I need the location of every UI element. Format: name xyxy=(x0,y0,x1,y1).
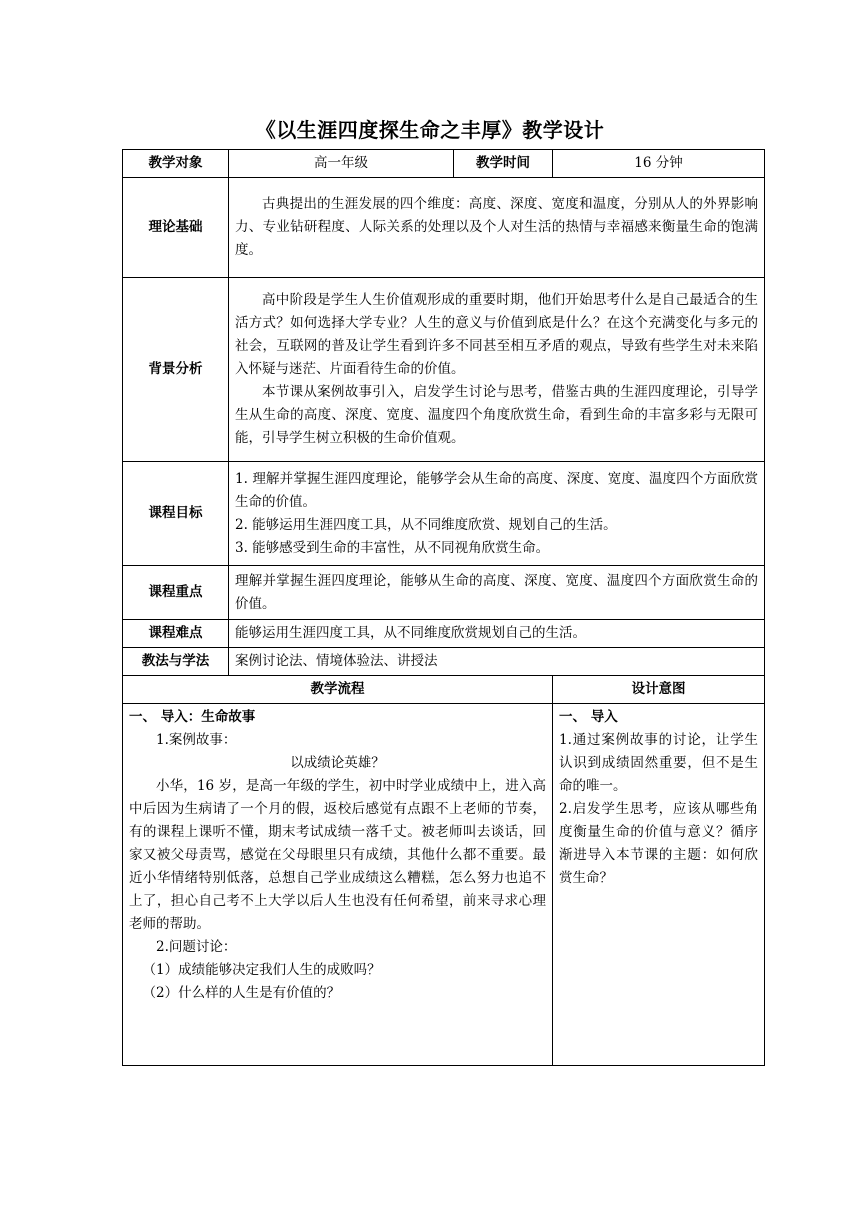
goals-label: 课程目标 xyxy=(123,462,229,566)
time-value: 16 分钟 xyxy=(553,150,765,178)
difficulty-label: 课程难点 xyxy=(123,620,229,648)
goal-item: 1. 理解并掌握生涯四度理论，能够学会从生命的高度、深度、宽度、温度四个方面欣赏生命的价值。 xyxy=(235,470,759,510)
theory-text: 古典提出的生涯发展的四个维度：高度、深度、宽度和温度，分别从人的外界影响力、专业钻研程度、人际关系的处理以及个人对生活的热情与幸福感来衡量生命的饱满度。 xyxy=(235,196,759,258)
difficulty-row xyxy=(123,620,765,648)
goal-item: 3. 能够感受到生命的丰富性，从不同视角欣赏生命。 xyxy=(235,539,550,556)
methods-text: 案例讨论法、情境体验法、讲授法 xyxy=(235,653,438,669)
intent-item: 2.启发学生思考，应该从哪些角度衡量生命的价值与意义？循序渐进导入本节课的主题：如何欣赏生命？ xyxy=(559,801,759,886)
story-text: 小华，16 岁，是高一年级的学生，初中时学业成绩中上，进入高中后因为生病请了一个月的假，返校后感觉有点跟不上老师的节奏，有的课程上课听不懂，期末考试成绩一落千丈。被老师叫去谈话，回家又被父母责骂，感觉在父母眼里只有成绩，其他什么都不重要。最近小华情绪特别低落，总想自己学业成绩这么糟糕，怎么努力也追不上了，担心自己考不上大学以后人生也没有任何希望，前来寻求心理老师的帮助。 xyxy=(129,778,546,932)
flow-header-row xyxy=(123,676,765,704)
intent-item: 1.通过案例故事的讨论，让学生认识到成绩固然重要，但不是生命的唯一。 xyxy=(559,732,759,794)
background-para-1: 高中阶段是学生人生价值观形成的重要时期，他们开始思考什么是自己最适合的生活方式？如何选择大学专业？人生的意义与价值到底是什么？在这个充满变化与多元的社会，互联网的普及让学生看到许多不同甚至相互矛盾的观点，导致有些学生对未来陷入怀疑与迷茫、片面看待生命的价值。 xyxy=(235,292,759,377)
info-row xyxy=(123,150,765,178)
question-item: （2）什么样的人生是有价值的？ xyxy=(142,985,341,1001)
flow-header: 教学流程 xyxy=(123,676,553,704)
methods-row xyxy=(123,648,765,676)
section-title: 一、 导入：生命故事 xyxy=(129,709,256,725)
key-label: 课程重点 xyxy=(123,566,229,620)
key-row xyxy=(123,566,765,620)
intent-title: 一、 导入 xyxy=(559,709,618,725)
theory-row xyxy=(123,178,765,278)
discussion-label: 2.问题讨论： xyxy=(156,939,237,955)
background-row xyxy=(123,278,765,462)
background-para-2: 本节课从案例故事引入，启发学生讨论与思考，借鉴古典的生涯四度理论，引导学生从生命的高度、深度、宽度、温度四个角度欣赏生命，看到生命的丰富多彩与无限可能，引导学生树立积极的生命价值观。 xyxy=(235,384,759,446)
flow-content-row xyxy=(123,704,765,1066)
document-title: 《以生涯四度探生命之丰厚》教学设计 xyxy=(255,118,605,142)
object-label: 教学对象 xyxy=(123,150,229,178)
story-title: 以成绩论英雄？ xyxy=(290,755,385,771)
goals-row xyxy=(123,462,765,566)
time-label: 教学时间 xyxy=(454,150,553,178)
difficulty-text: 能够运用生涯四度工具，从不同维度欣赏规划自己的生活。 xyxy=(235,625,586,641)
question-item: （1）成绩能够决定我们人生的成败吗？ xyxy=(142,962,381,978)
theory-label: 理论基础 xyxy=(123,178,229,278)
background-label: 背景分析 xyxy=(123,278,229,462)
key-text: 理解并掌握生涯四度理论，能够从生命的高度、深度、宽度、温度四个方面欣赏生命的价值。 xyxy=(235,572,759,612)
intent-header: 设计意图 xyxy=(553,676,765,704)
object-value: 高一年级 xyxy=(229,150,454,178)
case-label: 1.案例故事： xyxy=(156,732,237,748)
methods-label: 教法与学法 xyxy=(123,648,229,676)
goal-item: 2. 能够运用生涯四度工具，从不同维度欣赏、规划自己的生活。 xyxy=(235,516,617,533)
lesson-plan-table xyxy=(122,149,765,1066)
